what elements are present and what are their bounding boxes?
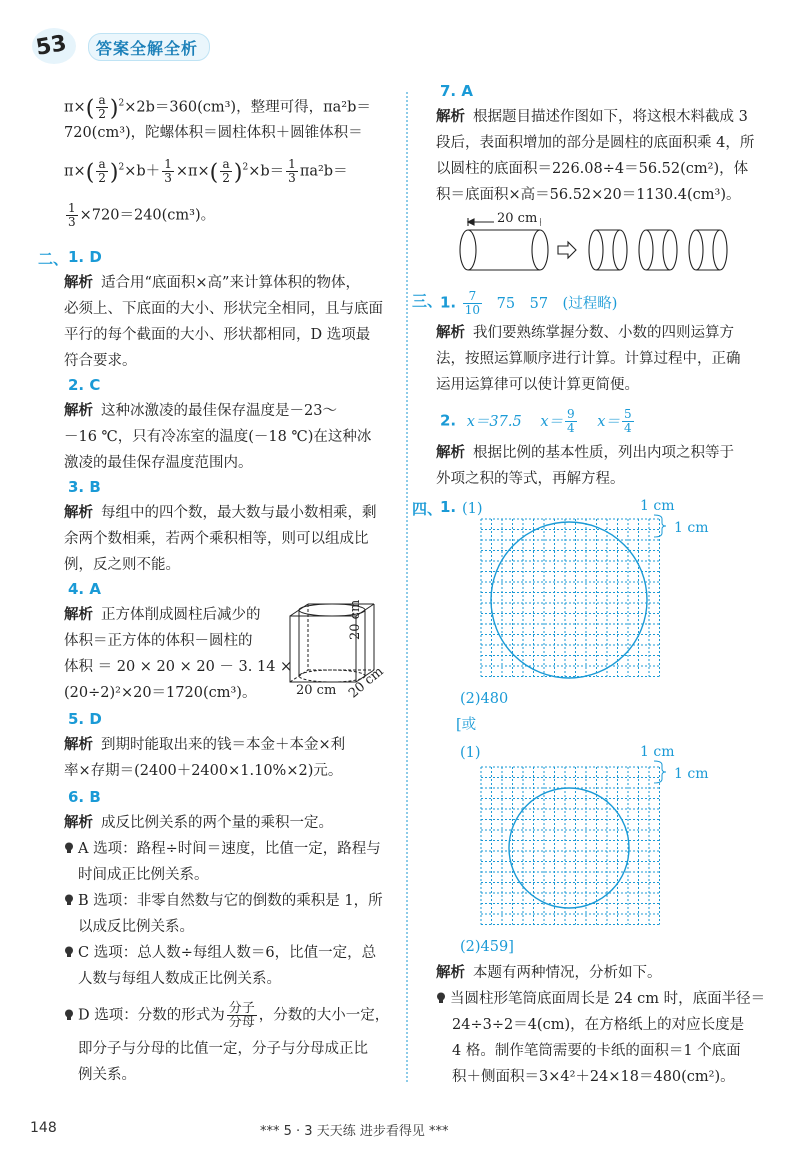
- s4-line-3: 4 格。制作笔筒需要的卡纸的面积＝1 个底面: [452, 1043, 741, 1059]
- q5-number: 5. D: [68, 710, 102, 728]
- section-3-label: 三、: [412, 292, 443, 310]
- bulb-icon: [64, 842, 74, 854]
- q6-number: 6. B: [68, 788, 101, 806]
- cube-label-height: 20 cm: [348, 599, 363, 640]
- q6-item-b-line-1: B 选项：非零自然数与它的倒数的乘积是 1，所: [64, 892, 383, 910]
- s4-analysis-lead: 解析 本题有两种情况，分析如下。: [436, 965, 662, 981]
- q4-line-3: 体积 ＝ 20 × 20 × 20 － 3. 14 ×: [64, 659, 293, 675]
- q4-line-1: 解析 正方体削成圆柱后减少的: [64, 607, 261, 623]
- q5-line-2: 率×存期＝(2400＋2400×1.10%×2)元。: [64, 763, 343, 779]
- s3q2-line-1: 解析 根据比例的基本性质，列出内项之积等于: [436, 445, 734, 461]
- formula-line-2: 720(cm³)，陀螺体积＝圆柱体积＋圆锥体积＝: [64, 125, 363, 141]
- analysis-keyword: 解析: [64, 275, 93, 291]
- s4-part-2-answer: (2)480: [460, 691, 509, 707]
- q1-line-3: 平行的每个截面的大小、形状都相同，D 选项最: [64, 327, 371, 343]
- q1-line-4: 符合要求。: [64, 353, 137, 369]
- q7-line-4: 积＝底面积×高＝56.52×20＝1130.4(cm³)。: [436, 187, 741, 203]
- cube-label-depth: 20 cm: [346, 664, 387, 702]
- q1-line-2: 必须上、下底面的大小、形状完全相同，且与底面: [64, 301, 383, 317]
- q4-line-4: (20÷2)²×20＝1720(cm³)。: [64, 685, 257, 701]
- s4-line-1: 当圆柱形笔筒底面周长是 24 cm 时，底面半径＝: [436, 990, 765, 1008]
- q5-line-1: 解析 到期时能取出来的钱＝本金＋本金×利: [64, 737, 346, 753]
- alt-bracket: [或: [456, 717, 477, 733]
- q3-line-2: 余两个数相乘，若两个乘积相等，则可以组成比: [64, 531, 369, 547]
- q2-line-3: 激凌的最佳保存温度范围内。: [64, 455, 253, 471]
- footer-slogan: *** 5 · 3 天天练 进步看得见 ***: [260, 1124, 449, 1139]
- q7-line-3: 以圆柱的底面积＝226.08÷4＝56.52(cm²)，体: [436, 161, 749, 177]
- s3q1-line-1: 解析 我们要熟练掌握分数、小数的四则运算方: [436, 325, 734, 341]
- bulb-icon: [64, 946, 74, 958]
- q2-number: 2. C: [68, 376, 101, 394]
- page-number: 148: [30, 1120, 57, 1136]
- q6-item-d-line-3: 例关系。: [78, 1067, 136, 1083]
- formula-text-4: ×720＝240(cm³)。: [79, 207, 216, 224]
- s4-number: 1.: [440, 498, 457, 516]
- q6-item-d-line-1: D 选项：分数的形式为 $\frac{\text{分子}}{\text{分母}}$ ，分数的大小一定，: [64, 1002, 389, 1029]
- unit-brace-2: [652, 759, 672, 791]
- s3q1-line-2: 法，按照运算顺序进行计算。计算过程中，正确: [436, 351, 741, 367]
- q2-line-1: 解析 这种冰激凌的最佳保存温度是－23～: [64, 403, 337, 419]
- q1-number: 1. D: [68, 248, 102, 266]
- cylinder-length-label: 20 cm: [494, 211, 540, 226]
- grid-diagram-2: [480, 766, 662, 936]
- s4-line-4: 积＋侧面积＝3×4²＋24×18＝480(cm²)。: [452, 1069, 735, 1085]
- s3q1-answer: 1. $\frac{7}{10}$ 75 57 (过程略): [440, 289, 618, 317]
- cube-label-width: 20 cm: [296, 683, 337, 698]
- formula-text-1: ，整理可得，πa: [236, 99, 342, 116]
- s3q2-line-2: 外项之积的等式，再解方程。: [436, 471, 625, 487]
- unit-label-side-1: 1 cm: [674, 520, 709, 536]
- logo-text: 53: [34, 31, 69, 61]
- unit-brace-1: [652, 513, 672, 545]
- q6-lead: 解析 成反比例关系的两个量的乘积一定。: [64, 815, 333, 831]
- q6-item-d-line-2: 即分子与分母的比值一定，分子与分母成正比: [78, 1041, 368, 1057]
- s4-line-2: 24÷3÷2＝4(cm)，在方格纸上的对应长度是: [452, 1017, 745, 1033]
- grid-diagram-1: [480, 518, 662, 688]
- bulb-icon: [64, 1009, 74, 1021]
- q7-line-1: 解析 根据题目描述作图如下，将这根木料截成 3: [436, 109, 748, 125]
- section-4-label: 四、: [412, 500, 443, 518]
- s4-part-1b-label: (1): [460, 745, 481, 761]
- unit-label-side-2: 1 cm: [674, 766, 709, 782]
- cylinder-cut-diagram: [440, 212, 760, 276]
- q7-line-2: 段后，表面积增加的部分是圆柱的底面积乘 4，所: [436, 135, 755, 151]
- section-2-label: 二、: [38, 250, 69, 268]
- logo: [30, 22, 82, 68]
- q3-line-3: 例，反之则不能。: [64, 557, 180, 573]
- s4-part-2b-answer: (2)459]: [460, 939, 514, 955]
- formula-line-1: π×( $\frac{a}{2}$ )$^2$×2b＝360(cm³)，整理可得，πa²b＝: [64, 93, 371, 122]
- header-badge-text: 答案全解全析: [96, 39, 199, 58]
- bulb-icon: [64, 894, 74, 906]
- q6-item-b-line-2: 以成反比例关系。: [78, 919, 194, 935]
- s3q2-answer: 2. x＝37.5 x＝ $\frac{9}{4}$ x＝ $\frac{5}{4}$: [440, 407, 632, 435]
- q6-item-a-line-1: A 选项：路程÷时间＝速度，比值一定，路程与: [64, 840, 381, 858]
- formula-line-4: $\frac{1}{3}$ ×720＝240(cm³)。: [68, 201, 216, 229]
- column-divider: [406, 92, 408, 1082]
- q6-item-a-line-2: 时间成正比例关系。: [78, 867, 209, 883]
- q6-item-c-line-1: C 选项：总人数÷每组人数＝6，比值一定，总: [64, 944, 376, 962]
- s3q1-line-3: 运用运算律可以使计算更简便。: [436, 377, 639, 393]
- s4-part-1-label: (1): [462, 501, 483, 517]
- q3-number: 3. B: [68, 478, 101, 496]
- q1-line-1: 解析 适合用“底面积×高”来计算体积的物体，: [64, 275, 360, 291]
- q6-item-c-line-2: 人数与每组人数成正比例关系。: [78, 971, 281, 987]
- unit-label-top-2: 1 cm: [640, 744, 675, 760]
- q2-line-2: －16 ℃，只有冷冻室的温度(－18 ℃)在这种冰: [64, 429, 372, 445]
- q4-line-2: 体积＝正方体的体积－圆柱的: [64, 633, 253, 649]
- bulb-icon: [436, 992, 446, 1004]
- formula-line-3: π×( $\frac{a}{2}$ )$^2$×b＋ $\frac{1}{3}$ ×π×( $\frac{a}{2}$ )$^2$×b＝ $\frac{1}{3}$ πa²b＝: [64, 157, 348, 186]
- q7-number: 7. A: [440, 82, 473, 100]
- unit-label-top-1: 1 cm: [640, 498, 675, 514]
- q4-number: 4. A: [68, 580, 101, 598]
- q3-line-1: 解析 每组中的四个数，最大数与最小数相乘，剩: [64, 505, 377, 521]
